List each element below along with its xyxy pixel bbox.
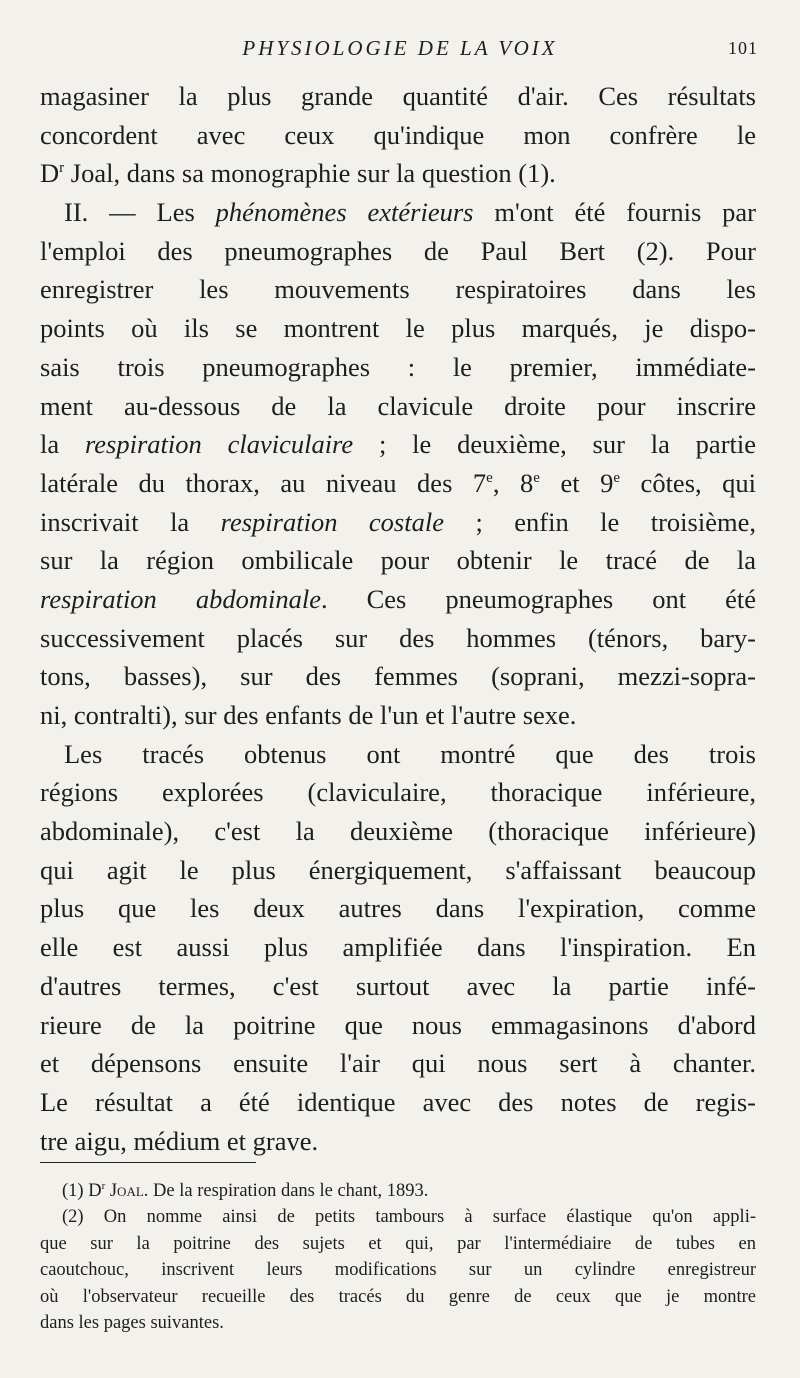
- superscript: r: [59, 160, 65, 177]
- text-line: concordent avec ceux qu'indique mon confrère le: [40, 119, 756, 150]
- superscript: e: [613, 469, 621, 486]
- text-line: successivement placés sur des hommes (ténors, bary-: [40, 622, 756, 653]
- italic-term: phénomènes extérieurs: [215, 197, 474, 228]
- text-line: Le résultat a été identique avec des notes de regis-: [40, 1086, 756, 1117]
- footnote-2: (2) On nomme ainsi de petits tambours à surface élastique qu'on appli-: [62, 1207, 756, 1228]
- footnote-1: [40, 1178, 756, 1204]
- footnote-line: que sur la poitrine des sujets et qui, par l'intermédiaire de tubes en: [40, 1233, 756, 1254]
- superscript: e: [533, 469, 540, 486]
- footnote-line: caoutchouc, inscrivent leurs modifications sur un cylindre enregistreur: [40, 1260, 756, 1281]
- text-line: Les tracés obtenus ont montré que des trois: [64, 738, 756, 769]
- text-run: , 8: [492, 467, 534, 498]
- footnote-divider: [40, 1162, 256, 1163]
- text-line: régions explorées (claviculaire, thoracique inférieure,: [40, 777, 756, 808]
- text-line: rieure de la poitrine que nous emmagasinons d'abord: [40, 1009, 756, 1040]
- text-run: . De la respiration dans le chant, 1893.: [143, 1181, 429, 1201]
- text-line: d'autres termes, c'est surtout avec la partie infé-: [40, 970, 756, 1001]
- footnote-line: où l'observateur recueille des tracés du genre de ceux que je montre: [40, 1286, 756, 1307]
- text-run: la: [40, 429, 85, 460]
- text-run: . Ces pneumographes ont été: [320, 583, 756, 614]
- text-line: tons, basses), sur des femmes (soprani, mezzi-sopra-: [40, 661, 756, 692]
- text-run: Joal, dans sa monographie sur la question (1).: [64, 158, 556, 189]
- text-line: sur la région ombilicale pour obtenir le tracé de la: [40, 545, 756, 576]
- superscript: e: [486, 469, 493, 486]
- text-run: côtes, qui: [620, 467, 757, 498]
- text-run: D: [40, 158, 60, 189]
- text-line: [40, 580, 756, 619]
- running-head: [0, 36, 800, 64]
- text-run: (1) D: [62, 1181, 102, 1201]
- text-line: sais trois pneumographes : le premier, immédiate-: [40, 351, 756, 382]
- text-line: ment au-dessous de la clavicule droite pour inscrire: [40, 390, 756, 421]
- running-title: PHYSIOLOGIE DE LA VOIX: [242, 36, 558, 60]
- text-line: qui agit le plus énergiquement, s'affaissant beaucoup: [40, 854, 756, 885]
- footnotes: [40, 1178, 756, 1336]
- text-line: [40, 193, 756, 232]
- page-number: 101: [728, 38, 758, 58]
- footnote-line: dans les pages suivantes.: [40, 1312, 224, 1333]
- text-line: abdominale), c'est la deuxième (thoracique inférieure): [40, 816, 756, 847]
- text-line: [40, 425, 756, 464]
- text-run: II. — Les: [64, 197, 216, 228]
- italic-term: respiration abdominale: [40, 583, 321, 614]
- text-run: ; le deuxième, sur la partie: [353, 429, 757, 460]
- text-run: ; enfin le troisième,: [443, 506, 756, 537]
- superscript: r: [101, 1180, 106, 1192]
- text-line: points où ils se montrent le plus marqués, je dispo-: [40, 313, 756, 344]
- text-line: l'emploi des pneumographes de Paul Bert (2). Pour: [40, 235, 756, 266]
- text-run: latérale du thorax, au niveau des 7: [40, 467, 487, 498]
- text-line: [40, 154, 756, 193]
- text-line: elle est aussi plus amplifiée dans l'inspiration. En: [40, 932, 756, 963]
- text-run: et 9: [539, 467, 614, 498]
- body-text: [40, 77, 756, 1160]
- text-line: magasiner la plus grande quantité d'air. Ces résultats: [40, 81, 756, 111]
- text-line: tre aigu, médium et grave.: [40, 1125, 319, 1156]
- author-name: Joal: [109, 1181, 144, 1201]
- text-line: ni, contralti), sur des enfants de l'un et l'autre sexe.: [40, 700, 577, 730]
- text-line: [40, 464, 756, 503]
- text-run: inscrivait la: [40, 506, 221, 537]
- text-line: et dépensons ensuite l'air qui nous sert à chanter.: [40, 1048, 756, 1079]
- text-line: enregistrer les mouvements respiratoires dans les: [40, 274, 756, 305]
- text-line: plus que les deux autres dans l'expiration, comme: [40, 893, 756, 924]
- text-line: [40, 503, 756, 542]
- italic-term: respiration claviculaire: [84, 429, 354, 460]
- italic-term: respiration costale: [220, 506, 444, 537]
- text-run: m'ont été fournis par: [473, 197, 756, 228]
